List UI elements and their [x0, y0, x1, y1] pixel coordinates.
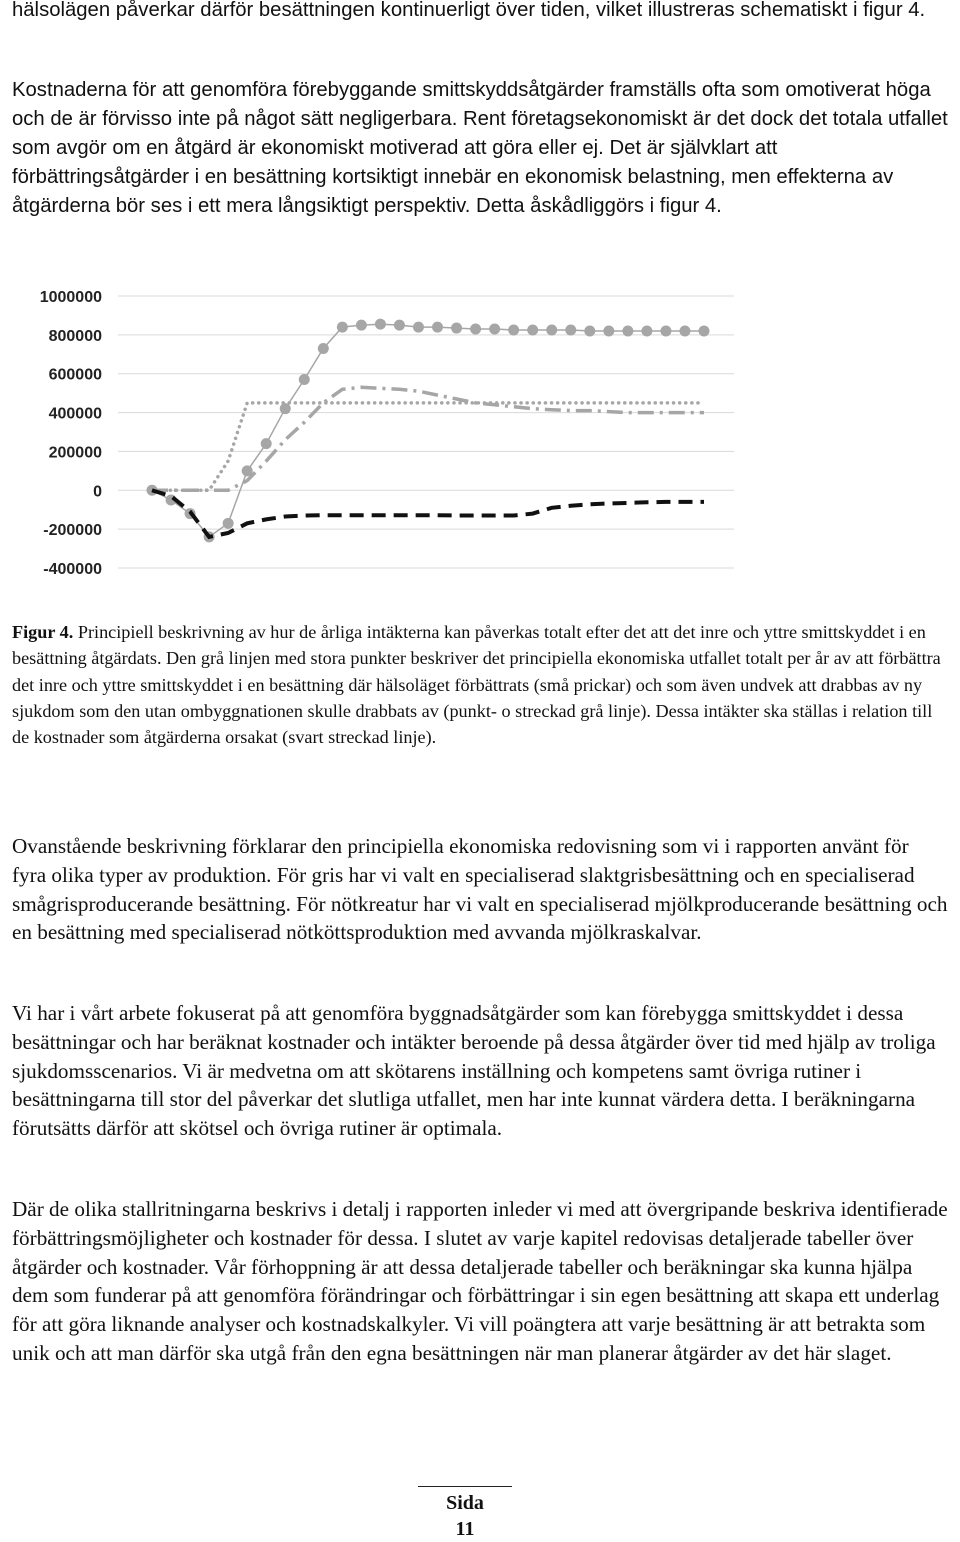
figure-label: Figur 4. [12, 622, 74, 642]
y-tick-label: 800000 [48, 327, 102, 345]
data-point [451, 323, 462, 334]
page-number: 11 [455, 1518, 475, 1540]
data-point [679, 325, 690, 336]
data-point [622, 325, 633, 336]
paragraph-intro: hälsolägen påverkar därför besättningen kontinuerligt över tiden, vilket illustreras schematiskt i figur 4. [12, 0, 926, 21]
data-point [603, 325, 614, 336]
y-tick-label: 0 [93, 483, 102, 501]
data-point [413, 322, 424, 333]
data-point [470, 324, 481, 335]
page-footer [420, 1490, 510, 1542]
series-line-small-dots [152, 403, 704, 490]
data-point [394, 320, 405, 331]
y-tick-label: 600000 [48, 366, 102, 384]
paragraph-costs: Kostnaderna för att genomföra förebyggande smittskyddsåtgärder framställs ofta som omotiverat höga och de är förvisso inte på något sätt negligerbara. Rent företagsekonomiskt är det dock det totala utfallet som avgör om en åtgärd är ekonomiskt motiverad att göra eller ej. Det är självklart att förbättringsåtgärder i en besättning kortsiktigt innebär en ekonomisk belastning, men effekterna av åtgärderna bör ses i ett mera långsiktigt perspektiv. Detta åskådliggörs i figur 4. [12, 79, 948, 217]
data-point [299, 374, 310, 385]
data-point [508, 325, 519, 336]
data-point [527, 325, 538, 336]
data-point [223, 518, 234, 529]
data-point [699, 325, 710, 336]
paragraph-focus: Vi har i vårt arbete fokuserat på att genomföra byggnadsåtgärder som kan förebygga smittskyddet i dessa besättningar och har beräknat kostnader och intäkter beroende på dessa åtgärder över tid med hjälp av troliga sjukdomsscenarios. Vi är medvetna om att skötarens inställning och kompetens samt övriga rutiner i besättningarna till stor del påverkar det slutliga utfallet, men har inte kunnat värdera detta. I beräkningarna förutsätts därför att skötsel och övriga rutiner är optimala. [12, 1001, 936, 1141]
figure-4-chart [40, 276, 760, 586]
y-tick-label: 200000 [48, 444, 102, 462]
data-point [565, 325, 576, 336]
data-point [337, 322, 348, 333]
figure-caption-text: Principiell beskrivning av hur de årliga intäkterna kan påverkas totalt efter det att det inre och yttre smittskyddet i en besättning åtgärdats. Den grå linjen med stora punkter beskriver det principiella ekonomiska utfallet totalt per år av att förbättra det inre och yttre smittskyddet i en besättning där hälsoläget förbättrats (små prickar) och som även undvek att drabbas av ny sjukdom som den utan ombyggnationen skulle drabbats av (punkt- o streckad grå linje). Dessa intäkter ska ställas i relation till de kostnader som åtgärderna orsakat (svart streckad linje). [12, 622, 941, 748]
data-point [280, 403, 291, 414]
figure-caption [12, 619, 948, 750]
paragraph-description: Ovanstående beskrivning förklarar den principiella ekonomiska redovisning som vi i rapporten använt för fyra olika typer av produktion. För gris har vi valt en specialiserad slaktgrisbesättning och en specialiserad smågrisproducerande besättning. För nötkreatur har vi valt en specialiserad mjölkproducerande besättning och en besättning med specialiserad nötköttsproduktion med avvanda mjölkraskalvar. [12, 834, 948, 945]
chart-grid [118, 296, 734, 568]
y-tick-label: 400000 [48, 405, 102, 423]
data-point [584, 325, 595, 336]
footer-rule [418, 1486, 512, 1487]
data-point [432, 322, 443, 333]
data-point [356, 320, 367, 331]
chart-y-ticks [40, 289, 102, 578]
data-point [546, 325, 557, 336]
y-tick-label: 1000000 [40, 289, 102, 306]
chart-series [147, 319, 710, 543]
paragraph-drawings: Där de olika stallritningarna beskrivs i detalj i rapporten inleder vi med att övergripande beskriva identifierade förbättringsmöjligheter och kostnader för dessa. I slutet av varje kapitel redovisas detaljerade tabeller över åtgärder och kostnader. Vår förhoppning är att dessa detaljerade tabeller och beräkningar ska kunna hjälpa dem som funderar på att genomföra förändringar och förbättringar i sin egen besättning att skapa ett underlag för att göra liknande analyser och kostnadskalkyler. Vi vill poängtera att varje besättning är att betrakta som unik och att man därför ska utgå från den egna besättningen när man planerar åtgärder av det här slaget. [12, 1197, 948, 1365]
y-tick-label: -400000 [43, 561, 102, 578]
y-tick-label: -200000 [43, 522, 102, 540]
data-point [660, 325, 671, 336]
series-line-dashed [152, 490, 704, 537]
data-point [261, 438, 272, 449]
data-point [375, 319, 386, 330]
footer-label: Sida [446, 1492, 484, 1514]
data-point [318, 343, 329, 354]
data-point [641, 325, 652, 336]
data-point [489, 324, 500, 335]
